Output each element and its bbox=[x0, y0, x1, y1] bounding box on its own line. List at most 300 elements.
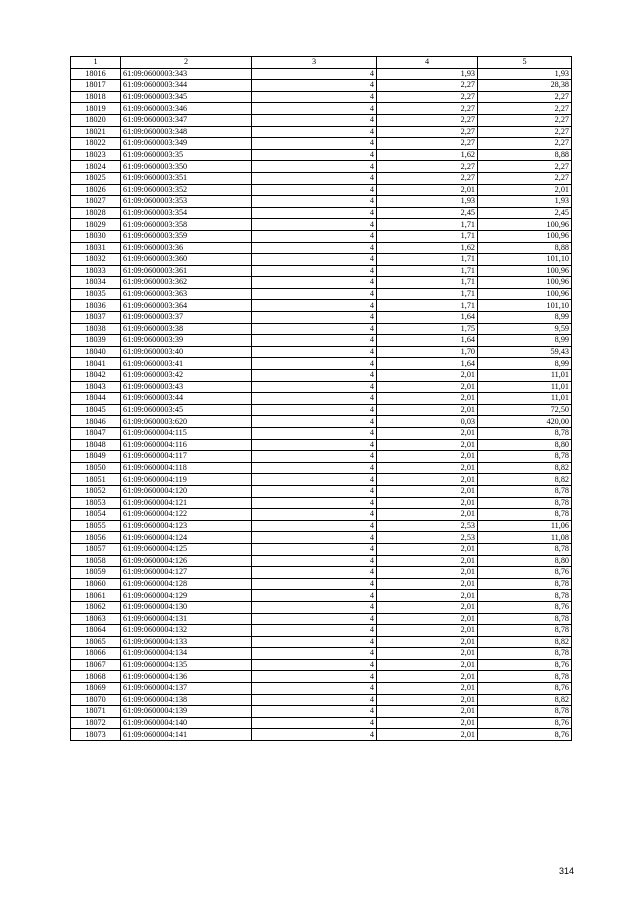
table-row bbox=[71, 485, 572, 497]
table-row bbox=[71, 277, 572, 289]
value-cell: 2,01 bbox=[377, 683, 478, 695]
table-row bbox=[71, 671, 572, 683]
cadastral-number-cell: 61:09:0600003:361 bbox=[121, 265, 252, 277]
row-number-cell: 18063 bbox=[71, 613, 121, 625]
header-col-3: 3 bbox=[252, 57, 377, 69]
registry-table bbox=[70, 56, 572, 741]
table-row bbox=[71, 288, 572, 300]
total-cell: 8,99 bbox=[478, 335, 572, 347]
total-cell: 2,27 bbox=[478, 91, 572, 103]
category-cell: 4 bbox=[252, 590, 377, 602]
category-cell: 4 bbox=[252, 312, 377, 324]
total-cell: 8,76 bbox=[478, 567, 572, 579]
table-row bbox=[71, 207, 572, 219]
cadastral-number-cell: 61:09:0600003:42 bbox=[121, 370, 252, 382]
row-number-cell: 18023 bbox=[71, 149, 121, 161]
row-number-cell: 18068 bbox=[71, 671, 121, 683]
total-cell: 8,82 bbox=[478, 636, 572, 648]
table-row bbox=[71, 636, 572, 648]
table-row bbox=[71, 114, 572, 126]
row-number-cell: 18016 bbox=[71, 68, 121, 80]
row-number-cell: 18038 bbox=[71, 323, 121, 335]
total-cell: 420,00 bbox=[478, 416, 572, 428]
value-cell: 2,01 bbox=[377, 717, 478, 729]
cadastral-number-cell: 61:09:0600004:119 bbox=[121, 474, 252, 486]
table-row bbox=[71, 717, 572, 729]
row-number-cell: 18052 bbox=[71, 485, 121, 497]
category-cell: 4 bbox=[252, 683, 377, 695]
table-row bbox=[71, 416, 572, 428]
page-number: 314 bbox=[558, 866, 574, 876]
cadastral-number-cell: 61:09:0600004:140 bbox=[121, 717, 252, 729]
header-col-4: 4 bbox=[377, 57, 478, 69]
category-cell: 4 bbox=[252, 230, 377, 242]
table-row bbox=[71, 68, 572, 80]
category-cell: 4 bbox=[252, 335, 377, 347]
table-header bbox=[71, 57, 572, 69]
row-number-cell: 18028 bbox=[71, 207, 121, 219]
category-cell: 4 bbox=[252, 729, 377, 741]
row-number-cell: 18046 bbox=[71, 416, 121, 428]
category-cell: 4 bbox=[252, 485, 377, 497]
total-cell: 1,93 bbox=[478, 68, 572, 80]
value-cell: 2,01 bbox=[377, 613, 478, 625]
total-cell: 8,78 bbox=[478, 428, 572, 440]
cadastral-number-cell: 61:09:0600003:362 bbox=[121, 277, 252, 289]
value-cell: 1,71 bbox=[377, 219, 478, 231]
value-cell: 1,71 bbox=[377, 288, 478, 300]
table-row bbox=[71, 172, 572, 184]
total-cell: 8,82 bbox=[478, 694, 572, 706]
value-cell: 2,01 bbox=[377, 567, 478, 579]
table-row bbox=[71, 590, 572, 602]
category-cell: 4 bbox=[252, 323, 377, 335]
category-cell: 4 bbox=[252, 567, 377, 579]
value-cell: 2,01 bbox=[377, 509, 478, 521]
value-cell: 1,71 bbox=[377, 300, 478, 312]
cadastral-number-cell: 61:09:0600003:37 bbox=[121, 312, 252, 324]
value-cell: 2,27 bbox=[377, 91, 478, 103]
table-row bbox=[71, 335, 572, 347]
total-cell: 11,08 bbox=[478, 532, 572, 544]
row-number-cell: 18025 bbox=[71, 172, 121, 184]
value-cell: 2,01 bbox=[377, 671, 478, 683]
total-cell: 100,96 bbox=[478, 288, 572, 300]
total-cell: 2,27 bbox=[478, 114, 572, 126]
row-number-cell: 18049 bbox=[71, 451, 121, 463]
table-row bbox=[71, 242, 572, 254]
value-cell: 2,45 bbox=[377, 207, 478, 219]
total-cell: 11,01 bbox=[478, 381, 572, 393]
cadastral-number-cell: 61:09:0600003:41 bbox=[121, 358, 252, 370]
total-cell: 8,78 bbox=[478, 613, 572, 625]
row-number-cell: 18026 bbox=[71, 184, 121, 196]
value-cell: 2,01 bbox=[377, 543, 478, 555]
category-cell: 4 bbox=[252, 439, 377, 451]
header-row bbox=[71, 57, 572, 69]
cadastral-number-cell: 61:09:0600003:353 bbox=[121, 196, 252, 208]
total-cell: 8,76 bbox=[478, 729, 572, 741]
total-cell: 9,59 bbox=[478, 323, 572, 335]
table-row bbox=[71, 462, 572, 474]
value-cell: 2,01 bbox=[377, 393, 478, 405]
row-number-cell: 18059 bbox=[71, 567, 121, 579]
cadastral-number-cell: 61:09:0600004:132 bbox=[121, 625, 252, 637]
value-cell: 1,62 bbox=[377, 242, 478, 254]
table-row bbox=[71, 729, 572, 741]
table-row bbox=[71, 520, 572, 532]
row-number-cell: 18019 bbox=[71, 103, 121, 115]
cadastral-number-cell: 61:09:0600004:138 bbox=[121, 694, 252, 706]
cadastral-number-cell: 61:09:0600003:39 bbox=[121, 335, 252, 347]
cadastral-number-cell: 61:09:0600004:124 bbox=[121, 532, 252, 544]
total-cell: 11,01 bbox=[478, 393, 572, 405]
cadastral-number-cell: 61:09:0600004:129 bbox=[121, 590, 252, 602]
row-number-cell: 18037 bbox=[71, 312, 121, 324]
table-row bbox=[71, 196, 572, 208]
cadastral-number-cell: 61:09:0600004:126 bbox=[121, 555, 252, 567]
row-number-cell: 18055 bbox=[71, 520, 121, 532]
category-cell: 4 bbox=[252, 543, 377, 555]
cadastral-number-cell: 61:09:0600003:363 bbox=[121, 288, 252, 300]
table-row bbox=[71, 428, 572, 440]
category-cell: 4 bbox=[252, 370, 377, 382]
table-row bbox=[71, 254, 572, 266]
total-cell: 8,78 bbox=[478, 706, 572, 718]
row-number-cell: 18030 bbox=[71, 230, 121, 242]
category-cell: 4 bbox=[252, 532, 377, 544]
total-cell: 1,93 bbox=[478, 196, 572, 208]
header-col-2: 2 bbox=[121, 57, 252, 69]
cadastral-number-cell: 61:09:0600004:134 bbox=[121, 648, 252, 660]
cadastral-number-cell: 61:09:0600004:122 bbox=[121, 509, 252, 521]
cadastral-number-cell: 61:09:0600004:127 bbox=[121, 567, 252, 579]
cadastral-number-cell: 61:09:0600003:40 bbox=[121, 346, 252, 358]
table-row bbox=[71, 184, 572, 196]
value-cell: 1,71 bbox=[377, 254, 478, 266]
table-row bbox=[71, 497, 572, 509]
value-cell: 2,01 bbox=[377, 706, 478, 718]
cadastral-number-cell: 61:09:0600004:141 bbox=[121, 729, 252, 741]
row-number-cell: 18036 bbox=[71, 300, 121, 312]
category-cell: 4 bbox=[252, 659, 377, 671]
row-number-cell: 18039 bbox=[71, 335, 121, 347]
value-cell: 2,53 bbox=[377, 520, 478, 532]
category-cell: 4 bbox=[252, 277, 377, 289]
table-row bbox=[71, 694, 572, 706]
total-cell: 2,27 bbox=[478, 126, 572, 138]
value-cell: 2,27 bbox=[377, 161, 478, 173]
value-cell: 2,01 bbox=[377, 625, 478, 637]
table-row bbox=[71, 312, 572, 324]
value-cell: 2,01 bbox=[377, 428, 478, 440]
table-row bbox=[71, 230, 572, 242]
total-cell: 8,99 bbox=[478, 312, 572, 324]
row-number-cell: 18024 bbox=[71, 161, 121, 173]
row-number-cell: 18029 bbox=[71, 219, 121, 231]
row-number-cell: 18017 bbox=[71, 80, 121, 92]
total-cell: 8,78 bbox=[478, 578, 572, 590]
row-number-cell: 18045 bbox=[71, 404, 121, 416]
row-number-cell: 18062 bbox=[71, 601, 121, 613]
total-cell: 72,50 bbox=[478, 404, 572, 416]
category-cell: 4 bbox=[252, 207, 377, 219]
total-cell: 8,78 bbox=[478, 509, 572, 521]
value-cell: 1,64 bbox=[377, 335, 478, 347]
table-row bbox=[71, 683, 572, 695]
total-cell: 8,78 bbox=[478, 590, 572, 602]
total-cell: 2,01 bbox=[478, 184, 572, 196]
category-cell: 4 bbox=[252, 694, 377, 706]
total-cell: 100,96 bbox=[478, 219, 572, 231]
table-row bbox=[71, 219, 572, 231]
cadastral-number-cell: 61:09:0600004:139 bbox=[121, 706, 252, 718]
cadastral-number-cell: 61:09:0600004:135 bbox=[121, 659, 252, 671]
value-cell: 2,01 bbox=[377, 648, 478, 660]
cadastral-number-cell: 61:09:0600004:131 bbox=[121, 613, 252, 625]
value-cell: 2,01 bbox=[377, 659, 478, 671]
category-cell: 4 bbox=[252, 254, 377, 266]
total-cell: 59,43 bbox=[478, 346, 572, 358]
cadastral-number-cell: 61:09:0600004:115 bbox=[121, 428, 252, 440]
cadastral-number-cell: 61:09:0600003:351 bbox=[121, 172, 252, 184]
total-cell: 8,78 bbox=[478, 625, 572, 637]
row-number-cell: 18054 bbox=[71, 509, 121, 521]
value-cell: 2,01 bbox=[377, 370, 478, 382]
table-row bbox=[71, 706, 572, 718]
category-cell: 4 bbox=[252, 671, 377, 683]
category-cell: 4 bbox=[252, 625, 377, 637]
value-cell: 1,64 bbox=[377, 358, 478, 370]
cadastral-number-cell: 61:09:0600004:133 bbox=[121, 636, 252, 648]
cadastral-number-cell: 61:09:0600003:348 bbox=[121, 126, 252, 138]
total-cell: 8,76 bbox=[478, 683, 572, 695]
total-cell: 8,80 bbox=[478, 555, 572, 567]
cadastral-number-cell: 61:09:0600003:36 bbox=[121, 242, 252, 254]
row-number-cell: 18058 bbox=[71, 555, 121, 567]
total-cell: 2,45 bbox=[478, 207, 572, 219]
category-cell: 4 bbox=[252, 404, 377, 416]
value-cell: 0,03 bbox=[377, 416, 478, 428]
cadastral-number-cell: 61:09:0600004:136 bbox=[121, 671, 252, 683]
category-cell: 4 bbox=[252, 601, 377, 613]
category-cell: 4 bbox=[252, 393, 377, 405]
row-number-cell: 18064 bbox=[71, 625, 121, 637]
table-row bbox=[71, 91, 572, 103]
table-row bbox=[71, 393, 572, 405]
value-cell: 2,01 bbox=[377, 729, 478, 741]
row-number-cell: 18071 bbox=[71, 706, 121, 718]
category-cell: 4 bbox=[252, 416, 377, 428]
value-cell: 2,01 bbox=[377, 381, 478, 393]
category-cell: 4 bbox=[252, 717, 377, 729]
row-number-cell: 18065 bbox=[71, 636, 121, 648]
row-number-cell: 18022 bbox=[71, 138, 121, 150]
value-cell: 1,70 bbox=[377, 346, 478, 358]
value-cell: 2,01 bbox=[377, 439, 478, 451]
value-cell: 2,01 bbox=[377, 590, 478, 602]
value-cell: 1,64 bbox=[377, 312, 478, 324]
category-cell: 4 bbox=[252, 138, 377, 150]
value-cell: 1,71 bbox=[377, 277, 478, 289]
row-number-cell: 18060 bbox=[71, 578, 121, 590]
table-row bbox=[71, 451, 572, 463]
value-cell: 2,27 bbox=[377, 103, 478, 115]
cadastral-number-cell: 61:09:0600003:364 bbox=[121, 300, 252, 312]
row-number-cell: 18033 bbox=[71, 265, 121, 277]
total-cell: 2,27 bbox=[478, 172, 572, 184]
cadastral-number-cell: 61:09:0600004:128 bbox=[121, 578, 252, 590]
category-cell: 4 bbox=[252, 462, 377, 474]
row-number-cell: 18044 bbox=[71, 393, 121, 405]
table-row bbox=[71, 161, 572, 173]
total-cell: 101,10 bbox=[478, 254, 572, 266]
category-cell: 4 bbox=[252, 172, 377, 184]
row-number-cell: 18043 bbox=[71, 381, 121, 393]
category-cell: 4 bbox=[252, 520, 377, 532]
category-cell: 4 bbox=[252, 509, 377, 521]
row-number-cell: 18050 bbox=[71, 462, 121, 474]
table-row bbox=[71, 323, 572, 335]
category-cell: 4 bbox=[252, 381, 377, 393]
category-cell: 4 bbox=[252, 219, 377, 231]
cadastral-number-cell: 61:09:0600003:43 bbox=[121, 381, 252, 393]
cadastral-number-cell: 61:09:0600004:117 bbox=[121, 451, 252, 463]
total-cell: 8,78 bbox=[478, 485, 572, 497]
cadastral-number-cell: 61:09:0600003:350 bbox=[121, 161, 252, 173]
row-number-cell: 18031 bbox=[71, 242, 121, 254]
total-cell: 8,78 bbox=[478, 451, 572, 463]
header-col-1: 1 bbox=[71, 57, 121, 69]
category-cell: 4 bbox=[252, 196, 377, 208]
cadastral-number-cell: 61:09:0600003:620 bbox=[121, 416, 252, 428]
row-number-cell: 18042 bbox=[71, 370, 121, 382]
category-cell: 4 bbox=[252, 613, 377, 625]
row-number-cell: 18057 bbox=[71, 543, 121, 555]
row-number-cell: 18069 bbox=[71, 683, 121, 695]
row-number-cell: 18027 bbox=[71, 196, 121, 208]
value-cell: 2,01 bbox=[377, 462, 478, 474]
value-cell: 2,01 bbox=[377, 474, 478, 486]
value-cell: 1,62 bbox=[377, 149, 478, 161]
total-cell: 100,96 bbox=[478, 265, 572, 277]
value-cell: 2,27 bbox=[377, 172, 478, 184]
total-cell: 11,01 bbox=[478, 370, 572, 382]
category-cell: 4 bbox=[252, 578, 377, 590]
category-cell: 4 bbox=[252, 346, 377, 358]
table-row bbox=[71, 265, 572, 277]
cadastral-number-cell: 61:09:0600003:35 bbox=[121, 149, 252, 161]
value-cell: 2,27 bbox=[377, 114, 478, 126]
total-cell: 8,78 bbox=[478, 671, 572, 683]
cadastral-number-cell: 61:09:0600004:116 bbox=[121, 439, 252, 451]
table-row bbox=[71, 138, 572, 150]
cadastral-number-cell: 61:09:0600003:44 bbox=[121, 393, 252, 405]
table-row bbox=[71, 404, 572, 416]
cadastral-number-cell: 61:09:0600003:346 bbox=[121, 103, 252, 115]
cadastral-number-cell: 61:09:0600003:343 bbox=[121, 68, 252, 80]
total-cell: 2,27 bbox=[478, 161, 572, 173]
row-number-cell: 18056 bbox=[71, 532, 121, 544]
total-cell: 8,99 bbox=[478, 358, 572, 370]
category-cell: 4 bbox=[252, 428, 377, 440]
table-row bbox=[71, 300, 572, 312]
total-cell: 8,88 bbox=[478, 149, 572, 161]
cadastral-number-cell: 61:09:0600003:347 bbox=[121, 114, 252, 126]
category-cell: 4 bbox=[252, 265, 377, 277]
value-cell: 2,01 bbox=[377, 485, 478, 497]
value-cell: 1,75 bbox=[377, 323, 478, 335]
total-cell: 8,82 bbox=[478, 462, 572, 474]
cadastral-number-cell: 61:09:0600003:354 bbox=[121, 207, 252, 219]
row-number-cell: 18018 bbox=[71, 91, 121, 103]
category-cell: 4 bbox=[252, 126, 377, 138]
category-cell: 4 bbox=[252, 288, 377, 300]
total-cell: 8,76 bbox=[478, 717, 572, 729]
cadastral-number-cell: 61:09:0600004:123 bbox=[121, 520, 252, 532]
table-row bbox=[71, 567, 572, 579]
value-cell: 2,01 bbox=[377, 694, 478, 706]
table-row bbox=[71, 625, 572, 637]
value-cell: 2,53 bbox=[377, 532, 478, 544]
value-cell: 2,27 bbox=[377, 126, 478, 138]
value-cell: 2,01 bbox=[377, 601, 478, 613]
total-cell: 28,38 bbox=[478, 80, 572, 92]
value-cell: 2,27 bbox=[377, 80, 478, 92]
table-row bbox=[71, 126, 572, 138]
row-number-cell: 18021 bbox=[71, 126, 121, 138]
value-cell: 2,01 bbox=[377, 555, 478, 567]
category-cell: 4 bbox=[252, 149, 377, 161]
category-cell: 4 bbox=[252, 80, 377, 92]
total-cell: 8,88 bbox=[478, 242, 572, 254]
category-cell: 4 bbox=[252, 451, 377, 463]
total-cell: 8,80 bbox=[478, 439, 572, 451]
table-row bbox=[71, 555, 572, 567]
row-number-cell: 18061 bbox=[71, 590, 121, 602]
cadastral-number-cell: 61:09:0600004:125 bbox=[121, 543, 252, 555]
category-cell: 4 bbox=[252, 114, 377, 126]
row-number-cell: 18035 bbox=[71, 288, 121, 300]
total-cell: 8,78 bbox=[478, 543, 572, 555]
cadastral-number-cell: 61:09:0600003:45 bbox=[121, 404, 252, 416]
value-cell: 2,01 bbox=[377, 636, 478, 648]
category-cell: 4 bbox=[252, 103, 377, 115]
row-number-cell: 18041 bbox=[71, 358, 121, 370]
total-cell: 8,78 bbox=[478, 497, 572, 509]
cadastral-number-cell: 61:09:0600004:121 bbox=[121, 497, 252, 509]
total-cell: 2,27 bbox=[478, 138, 572, 150]
total-cell: 100,96 bbox=[478, 277, 572, 289]
row-number-cell: 18067 bbox=[71, 659, 121, 671]
cadastral-number-cell: 61:09:0600003:360 bbox=[121, 254, 252, 266]
category-cell: 4 bbox=[252, 242, 377, 254]
value-cell: 2,27 bbox=[377, 138, 478, 150]
value-cell: 2,01 bbox=[377, 184, 478, 196]
cadastral-number-cell: 61:09:0600004:120 bbox=[121, 485, 252, 497]
row-number-cell: 18051 bbox=[71, 474, 121, 486]
total-cell: 8,82 bbox=[478, 474, 572, 486]
value-cell: 1,71 bbox=[377, 265, 478, 277]
category-cell: 4 bbox=[252, 636, 377, 648]
table-row bbox=[71, 381, 572, 393]
table-row bbox=[71, 149, 572, 161]
table-row bbox=[71, 346, 572, 358]
cadastral-number-cell: 61:09:0600004:137 bbox=[121, 683, 252, 695]
row-number-cell: 18048 bbox=[71, 439, 121, 451]
row-number-cell: 18066 bbox=[71, 648, 121, 660]
category-cell: 4 bbox=[252, 648, 377, 660]
